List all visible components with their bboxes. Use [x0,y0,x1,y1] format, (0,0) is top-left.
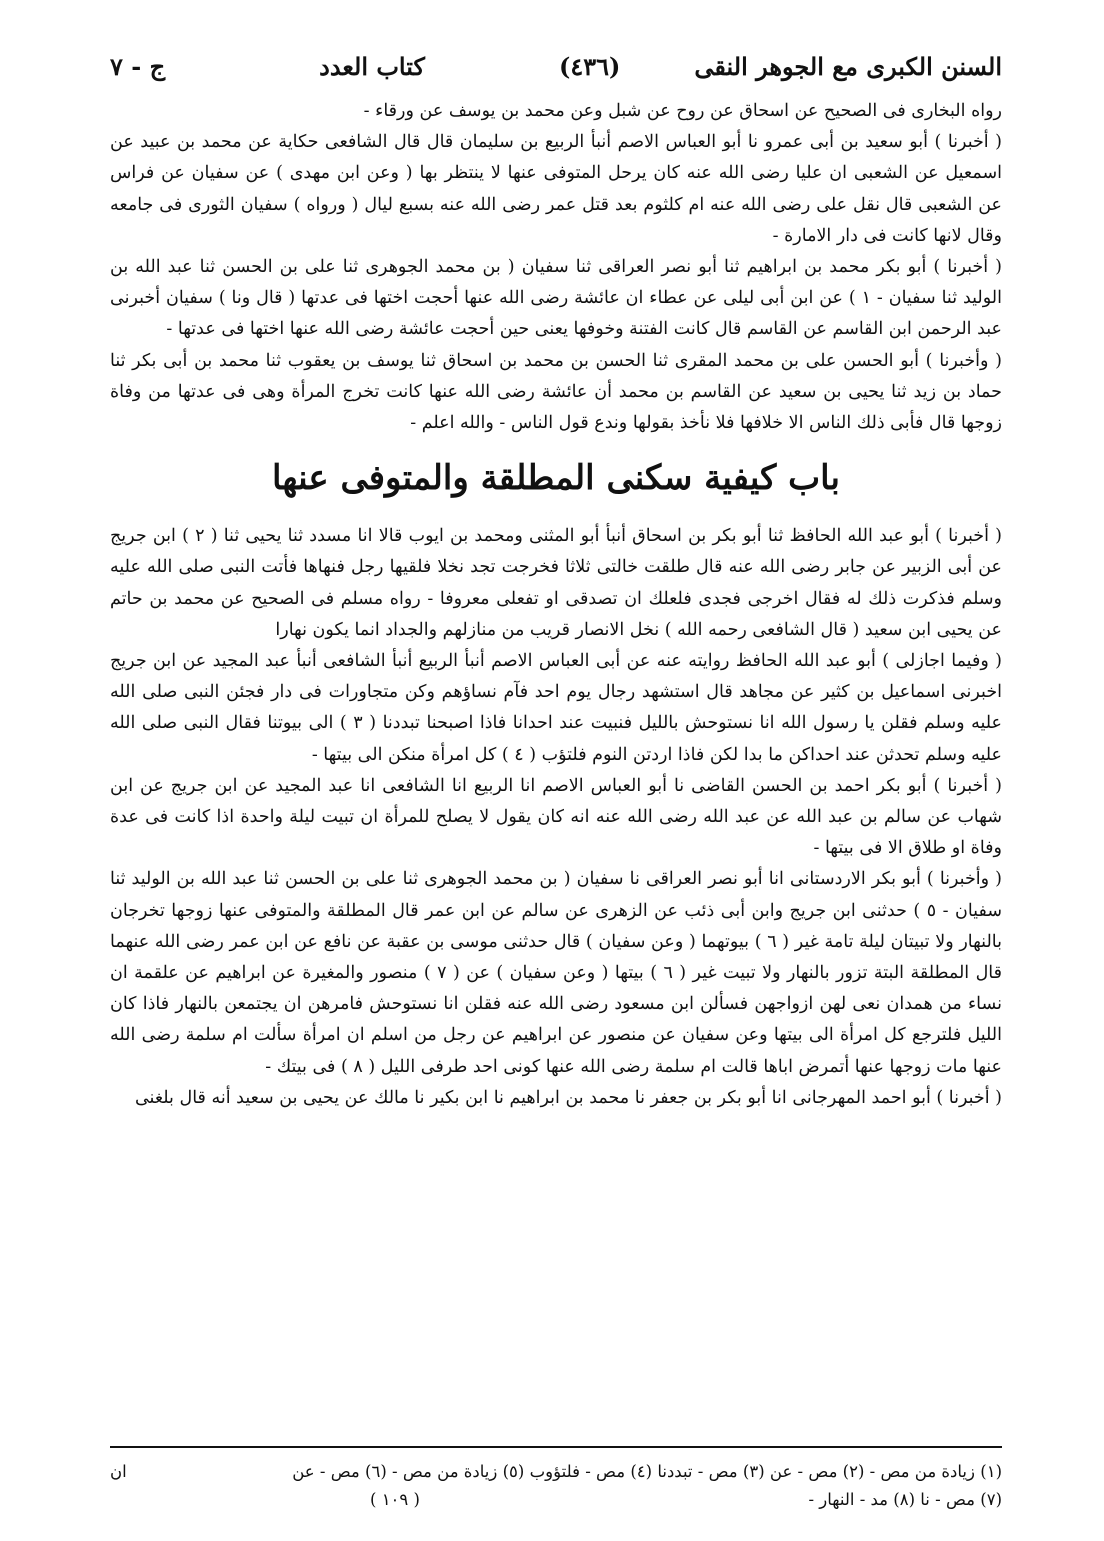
footnote-line-2: (٧) مص - نا (٨) مد - النهار - [808,1490,1002,1509]
chapter-title: كتاب العدد [319,52,425,81]
page-footer-number: ( ١٠٩ ) [370,1490,420,1509]
paragraph: ( وأخبرنا ) أبو الحسن على بن محمد المقرى ثنا الحسن بن محمد بن اسحاق ثنا يوسف بن يعقوب ثنا محمد بن أبى بكر ثنا حماد بن زيد ثنا يحيى بن سعيد عن القاسم بن محمد أن عائشة رضى الله عنها كانت تخرج المرأة وهى فى عدتها من وفاة زوجها قال فأبى ذلك الناس الا خلافها فلا نأخذ بقولها وندع قول الناس - والله اعلم - [110,350,1002,434]
paragraph: ( أخبرنا ) أبو سعيد بن أبى عمرو نا أبو العباس الاصم أنبأ الربيع بن سليمان قال قال الشافعى حكاية عن محمد بن عبيد عن اسمعيل عن الشعبى ان عليا رضى الله عنه كان يرحل المتوفى عنها لا ينتظر بها ( وعن ابن مهدى ) عن سفيان عن فراس عن الشعبى قال نقل على رضى الله عنه ام كلثوم بعد قتل عمر رضى الله عنه بسبع ليال ( ورواه ) سفيان الثورى فى جامعه وقال لانها كانت فى دار الامارة - [110,132,1002,246]
paragraph: ( أخبرنا ) أبو احمد المهرجانى انا أبو بكر بن جعفر نا محمد بن ابراهيم نا ابن بكير نا مالك عن يحيى بن سعيد أنه قال بلغنى [134,1087,1002,1108]
footnote-row [110,1486,1002,1514]
footnote-row [110,1458,1002,1486]
book-title: السنن الكبرى مع الجوهر النقى [694,52,1002,81]
section-heading: باب كيفية سكنى المطلقة والمتوفى عنها [272,458,840,499]
footnote-divider [110,1446,1002,1448]
volume-number: ج - ٧ [110,52,166,81]
footnote-line-1: (١) زيادة من مص - (٢) مص - عن (٣) مص - تبددنا (٤) مص - فلتؤوب (٥) زيادة من مص - (٦) مص - عن [292,1462,1002,1481]
footnotes [110,1458,1002,1514]
paragraph: ( أخبرنا ) أبو عبد الله الحافظ ثنا أبو بكر بن اسحاق أنبأ أبو المثنى ومحمد بن ايوب قالا انا مسدد ثنا يحيى ثنا ( ٢ ) ابن جريج عن أبى الزبير عن جابر رضى الله عنه قال طلقت خالتى ثلاثا فخرجت تجد نخلا فلقيها رجل فنهاها فأتت النبى صلى الله عليه وسلم فذكرت ذلك له فقال اخرجى فجدى فلعلك ان تصدقى او تفعلى معروفا - رواه مسلم فى الصحيح عن محمد بن حاتم عن يحيى ابن سعيد ( قال الشافعى رحمه الله ) نخل الانصار قريب من منازلهم والجداد انما يكون نهارا [110,526,1002,640]
page-number: (٤٣٦) [558,52,621,81]
paragraph: ( وفيما اجازلى ) أبو عبد الله الحافظ روايته عنه عن أبى العباس الاصم أنبأ الربيع أنبأ الشافعى أنبأ عبد المجيد عن ابن جريج اخبرنى اسماعيل بن كثير عن مجاهد قال استشهد رجال يوم احد فآم نساؤهم وكن متجاورات فى دار فجئن النبى صلى الله عليه وسلم فقلن يا رسول الله انا نستوحش بالليل فنبيت عند احدانا فاذا اصبحنا تبددنا ( ٣ ) الى بيوتنا فقال النبى صلى الله عليه وسلم تحدثن عند احداكن ما بدا لكن فاذا اردتن النوم فلتؤب ( ٤ ) كل امرأة منكن الى بيتها - [110,651,1002,765]
paragraph: ( أخبرنا ) أبو بكر محمد بن ابراهيم ثنا أبو نصر العراقى ثنا سفيان ( بن محمد الجوهرى ثنا على بن الحسن ثنا عبد الله بن الوليد ثنا سفيان - ١ ) عن ابن أبى ليلى عن عطاء ان عائشة رضى الله عنها أحجت اختها فى عدتها ( قال ونا ) سفيان أخبرنى عبد الرحمن ابن القاسم عن القاسم قال كانت الفتنة وخوفها يعنى حين أحجت عائشة رضى الله عنها اختها فى عدتها - [110,257,1002,340]
page-header [110,52,1002,96]
main-text [110,96,1002,1114]
paragraph: ( وأخبرنا ) أبو بكر الاردستانى انا أبو نصر العراقى نا سفيان ( بن محمد الجوهرى ثنا على بن الحسن ثنا عبد الله بن الوليد ثنا سفيان - ٥ ) حدثنى ابن جريج وابن أبى ذئب عن الزهرى عن سالم عن ابن عمر قال المطلقة والمتوفى عنها زوجها تخرجان بالنهار ولا تبيتان ليلة تامة غير ( ٦ ) بيوتهما ( وعن سفيان ) قال حدثنى موسى بن عقبة عن نافع عن ابن عمر رضى الله عنهما قال المطلقة البتة تزور بالنهار ولا تبيت غير ( ٦ ) بيتها ( وعن سفيان ) عن ( ٧ ) منصور والمغيرة عن ابراهيم عن علقمة ان نساء من همدان نعى لهن ازواجهن فسألن ابن مسعود رضى الله عنه فقلن انا نستوحش فامرهن ان يجتمعن بالنهار فاذا كان الليل فلترجع كل امرأة الى بيتها وعن سفيان عن منصور عن ابراهيم عن رجل من اسلم ان امرأة سألت ام سلمة رضى الله عنها مات زوجها عنها أتمرض اباها قالت ام سلمة رضى الله عنها كونى احد طرفى الليل ( ٨ ) فى بيتك - [110,869,1002,1077]
paragraph: رواه البخارى فى الصحيح عن اسحاق عن روح عن شبل وعن محمد بن يوسف عن ورقاء - [363,101,1002,121]
paragraph: ( أخبرنا ) أبو بكر احمد بن الحسن القاضى نا أبو العباس الاصم انا الربيع انا الشافعى انا عبد المجيد عن ابن جريج عن ابن شهاب عن سالم بن عبد الله عن عبد الله رضى الله عنه انه كان يقول لا يصلح للمرأة ان تبيت ليلة واحدة اذا كانت فى عدة وفاة او طلاق الا فى بيتها - [110,775,1002,859]
footnote-continuation: ان [110,1462,127,1481]
